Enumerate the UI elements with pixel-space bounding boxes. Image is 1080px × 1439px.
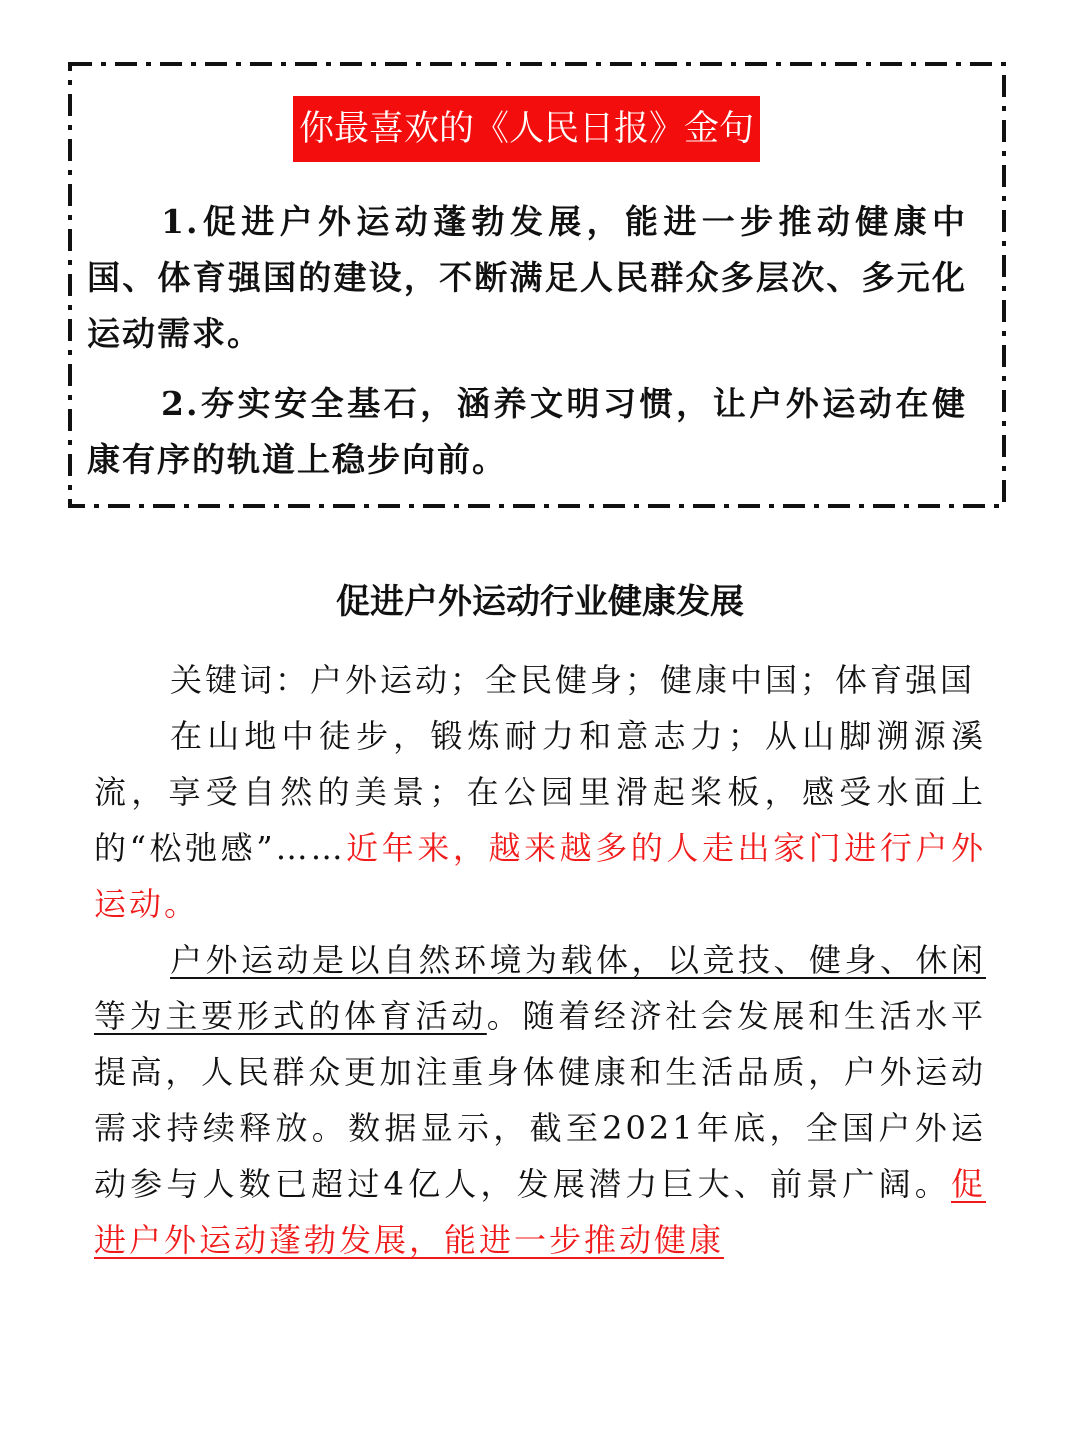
paragraph-1-text: 在山地中徒步，锻炼耐力和意志力；从山脚溯源溪流，享受自然的美景；在公园里滑起桨板，感受水面上的“松弛感”…… (94, 717, 986, 867)
quote-item-2: 2.夯实安全基石，涵养文明习惯，让户外运动在健康有序的轨道上稳步向前。 (87, 384, 967, 479)
paragraph-1 (94, 708, 986, 932)
paragraph-2-underlined: 户外运动是以自然环境为载体，以竞技、健身、休闲等为主要形式的体育活动 (94, 941, 986, 1035)
paragraph-2 (94, 932, 986, 1268)
quote-item-1: 1.促进户外运动蓬勃发展，能进一步推动健康中国、体育强国的建设，不断满足人民群众多层次、多元化运动需求。 (87, 202, 967, 353)
paragraph-1-highlight: 近年来，越来越多的人走出家门进行户外运动。 (94, 829, 986, 923)
quote-box-title: 你最喜欢的《人民日报》金句 (293, 96, 760, 162)
article-title: 促进户外运动行业健康发展 (336, 582, 744, 622)
keywords-line: 关键词：户外运动；全民健身；健康中国；体育强国 (170, 661, 976, 699)
article-body (94, 652, 986, 1268)
paragraph-2-text: 。随着经济社会发展和生活水平提高，人民群众更加注重身体健康和生活品质，户外运动需求持续释放。数据显示，截至2021年底，全国户外运动参与人数已超过4亿人，发展潜力巨大、前景广阔。 (94, 997, 986, 1203)
quote-list (87, 194, 967, 488)
quote-box (68, 62, 1006, 508)
paragraph-2-highlight: 促进户外运动蓬勃发展，能进一步推动健康 (94, 1165, 986, 1259)
